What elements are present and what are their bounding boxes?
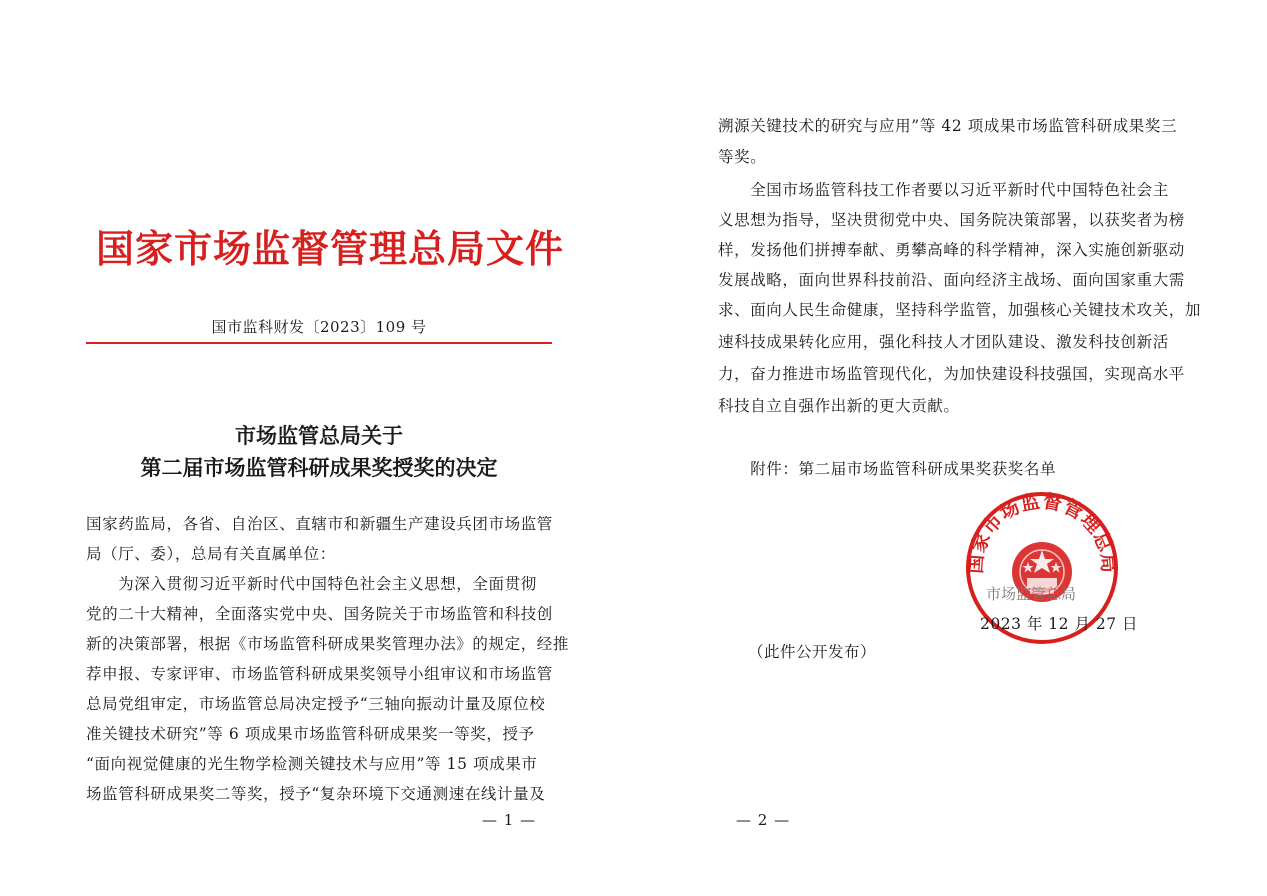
body-line: 总局党组审定，市场监管总局决定授予“三轴向振动计量及原位校 [86,695,546,713]
body-line: 为深入贯彻习近平新时代中国特色社会主义思想，全面贯彻 [86,575,537,593]
body-line: 场监管科研成果奖二等奖，授予“复杂环境下交通测速在线计量及 [86,785,546,803]
body-line: 党的二十大精神，全面落实党中央、国务院关于市场监管和科技创 [86,605,553,623]
red-divider [86,342,552,344]
body-line: 速科技成果转化应用，强化科技人才团队建设、激发科技创新活 [718,333,1169,351]
page-number: — 2 — [736,811,791,829]
body-line: 国家药监局，各省、自治区、直辖市和新疆生产建设兵团市场监管 [86,515,553,533]
body-line: 准关键技术研究”等 6 项成果市场监管科研成果奖一等奖，授予 [86,725,535,743]
publish-note: （此件公开发布） [748,643,877,661]
attachment-note: 附件：第二届市场监管科研成果奖获奖名单 [718,460,1057,478]
body-line: 求、面向人民生命健康，坚持科学监管，加强核心关键技术攻关，加 [718,301,1202,319]
body-line: 全国市场监管科技工作者要以习近平新时代中国特色社会主 [718,181,1169,199]
body-line: 等奖。 [718,148,767,166]
page-number: — 1 — [482,811,537,829]
body-line: “面向视觉健康的光生物学检测关键技术与应用”等 15 项成果市 [86,755,538,773]
document-title-line-1: 市场监管总局关于 [235,423,403,448]
signature-organization: 市场监管总局 [986,585,1077,603]
document-number: 国市监科财发〔2023〕109 号 [211,318,427,336]
body-line: 义思想为指导，坚决贯彻党中央、国务院决策部署，以获奖者为榜 [718,211,1185,229]
body-line: 力，奋力推进市场监管现代化，为加快建设科技强国，实现高水平 [718,365,1185,383]
document-header: 国家市场监督管理总局文件 [96,226,565,271]
body-line: 局（厅、委），总局有关直属单位： [86,545,336,563]
body-line: 溯源关键技术的研究与应用”等 42 项成果市场监管科研成果奖三 [718,117,1178,135]
seal-text: 国家市场监督管理总局 [964,490,1120,575]
document-title-line-2: 第二届市场监管科研成果奖授奖的决定 [140,455,498,480]
page-2 [634,0,1267,896]
body-line: 科技自立自强作出新的更大贡献。 [718,397,960,415]
document-date: 2023 年 12 月 27 日 [980,615,1139,633]
body-line: 荐申报、专家评审、市场监管科研成果奖领导小组审议和市场监管 [86,665,553,683]
body-line: 新的决策部署，根据《市场监管科研成果奖管理办法》的规定，经推 [86,635,570,653]
body-line: 样，发扬他们拼搏奉献、勇攀高峰的科学精神，深入实施创新驱动 [718,241,1185,259]
body-line: 发展战略，面向世界科技前沿、面向经济主战场、面向国家重大需 [718,271,1185,289]
